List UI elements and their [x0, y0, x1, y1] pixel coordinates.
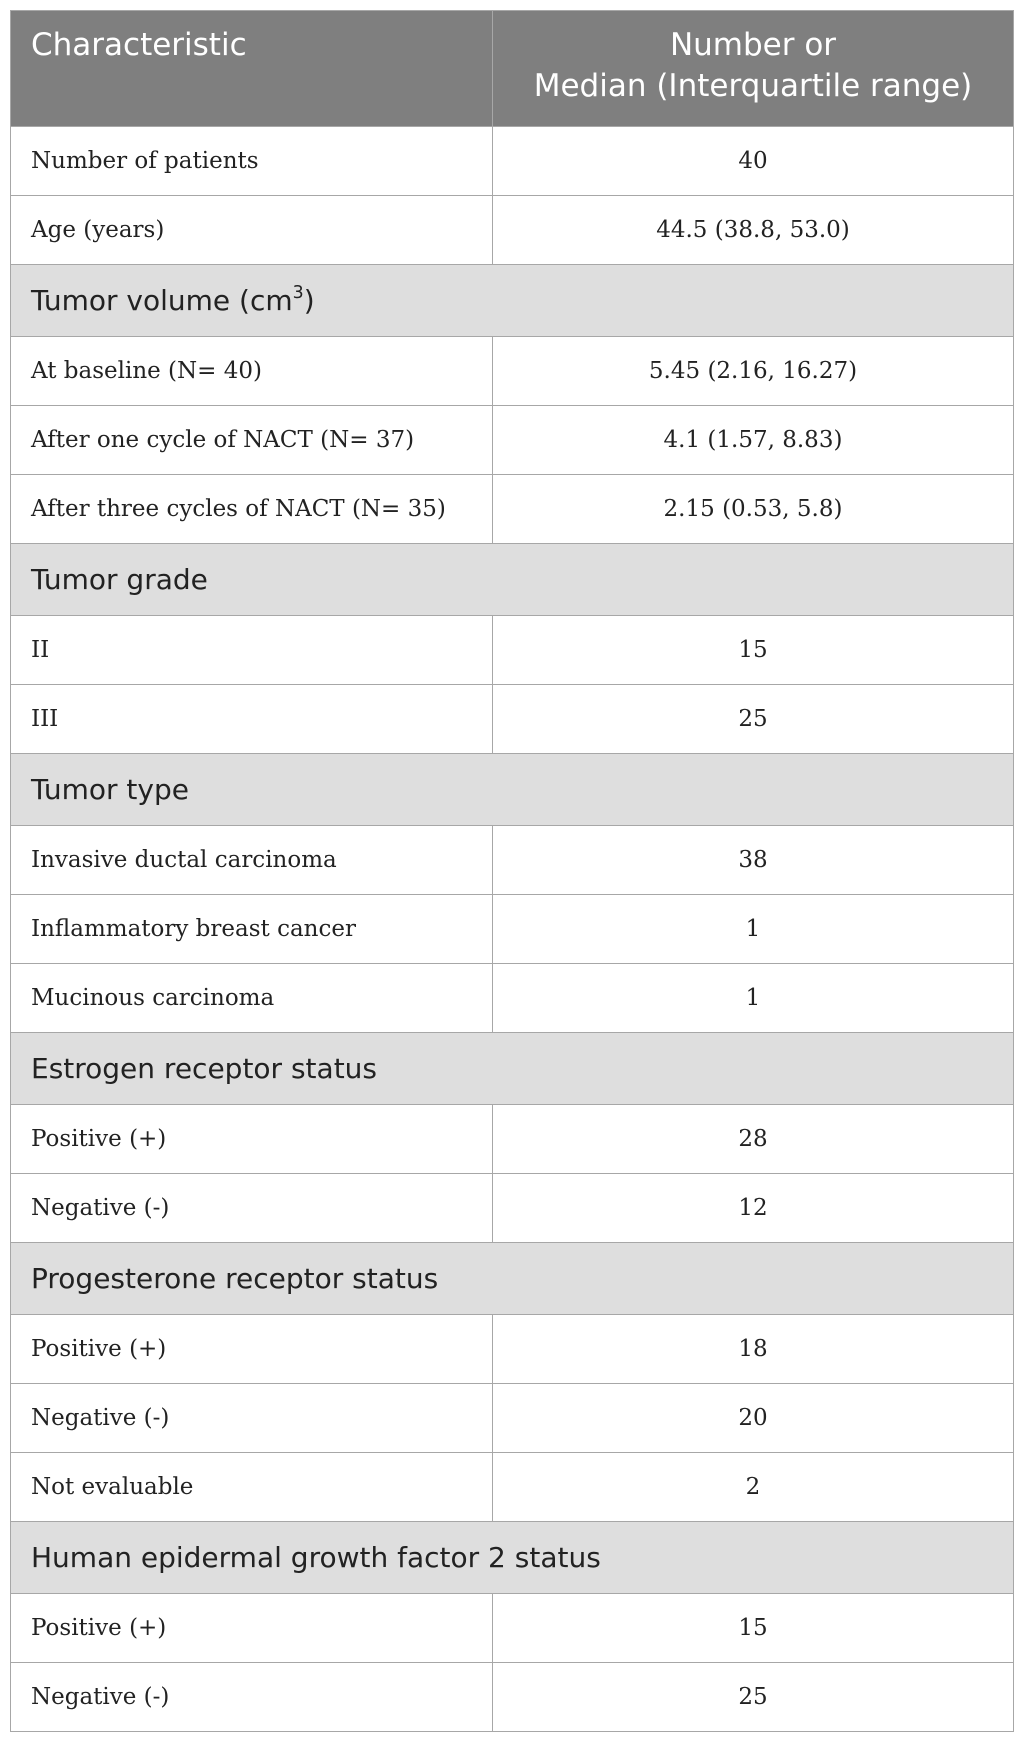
- table-row: [11, 685, 1014, 754]
- row-value: 15: [493, 616, 1014, 685]
- section-title-end: ): [303, 284, 315, 317]
- header-number-or-median: [493, 11, 1014, 127]
- row-label: Number of patients: [11, 127, 493, 196]
- header-characteristic: Characteristic: [11, 11, 493, 127]
- section-title: Tumor type: [11, 754, 1014, 826]
- row-value: 4.1 (1.57, 8.83): [493, 406, 1014, 475]
- table-row: [11, 826, 1014, 895]
- section-progesterone-receptor: [11, 1243, 1014, 1315]
- row-value: 12: [493, 1174, 1014, 1243]
- table-row: [11, 1663, 1014, 1732]
- row-label: II: [11, 616, 493, 685]
- section-tumor-grade: [11, 544, 1014, 616]
- section-tumor-volume: [11, 265, 1014, 337]
- header-median-iqr-line: Median (Interquartile range): [533, 68, 973, 104]
- row-value: 15: [493, 1594, 1014, 1663]
- row-label: Positive (+): [11, 1105, 493, 1174]
- row-value: 2: [493, 1453, 1014, 1522]
- table-row: [11, 475, 1014, 544]
- row-label: Mucinous carcinoma: [11, 964, 493, 1033]
- row-label: Invasive ductal carcinoma: [11, 826, 493, 895]
- row-label: Negative (-): [11, 1663, 493, 1732]
- row-value: 1: [493, 964, 1014, 1033]
- table-row: [11, 1594, 1014, 1663]
- row-label: Negative (-): [11, 1384, 493, 1453]
- row-label: Age (years): [11, 196, 493, 265]
- row-value: 20: [493, 1384, 1014, 1453]
- section-tumor-type: [11, 754, 1014, 826]
- row-label: III: [11, 685, 493, 754]
- row-value: 40: [493, 127, 1014, 196]
- table-row: [11, 1453, 1014, 1522]
- row-value: 38: [493, 826, 1014, 895]
- row-value: 5.45 (2.16, 16.27): [493, 337, 1014, 406]
- row-label: Not evaluable: [11, 1453, 493, 1522]
- section-title-superscript: 3: [292, 282, 304, 303]
- section-title: Estrogen receptor status: [11, 1033, 1014, 1105]
- section-title: Progesterone receptor status: [11, 1243, 1014, 1315]
- section-title-text: Tumor volume (cm: [31, 284, 293, 317]
- row-value: 25: [493, 685, 1014, 754]
- patient-characteristics-table: [10, 10, 1014, 1732]
- table-row: [11, 337, 1014, 406]
- table-row: [11, 895, 1014, 964]
- table-row: [11, 1174, 1014, 1243]
- row-value: 2.15 (0.53, 5.8): [493, 475, 1014, 544]
- table-row: [11, 1105, 1014, 1174]
- header-number-or-line: Number or: [669, 27, 837, 63]
- table-row: [11, 127, 1014, 196]
- table-row: [11, 406, 1014, 475]
- section-title: Tumor grade: [11, 544, 1014, 616]
- section-title: [11, 265, 1014, 337]
- row-label: Negative (-): [11, 1174, 493, 1243]
- table-header-row: [11, 11, 1014, 127]
- row-value: 1: [493, 895, 1014, 964]
- row-label: After one cycle of NACT (N= 37): [11, 406, 493, 475]
- row-label: Inflammatory breast cancer: [11, 895, 493, 964]
- row-label: Positive (+): [11, 1315, 493, 1384]
- table-row: [11, 964, 1014, 1033]
- row-value: 18: [493, 1315, 1014, 1384]
- section-title: Human epidermal growth factor 2 status: [11, 1522, 1014, 1594]
- table-row: [11, 1315, 1014, 1384]
- row-value: 28: [493, 1105, 1014, 1174]
- row-label: Positive (+): [11, 1594, 493, 1663]
- table-row: [11, 196, 1014, 265]
- row-value: 44.5 (38.8, 53.0): [493, 196, 1014, 265]
- table-row: [11, 1384, 1014, 1453]
- table-row: [11, 616, 1014, 685]
- row-label: After three cycles of NACT (N= 35): [11, 475, 493, 544]
- section-estrogen-receptor: [11, 1033, 1014, 1105]
- row-value: 25: [493, 1663, 1014, 1732]
- row-label: At baseline (N= 40): [11, 337, 493, 406]
- section-her2-status: [11, 1522, 1014, 1594]
